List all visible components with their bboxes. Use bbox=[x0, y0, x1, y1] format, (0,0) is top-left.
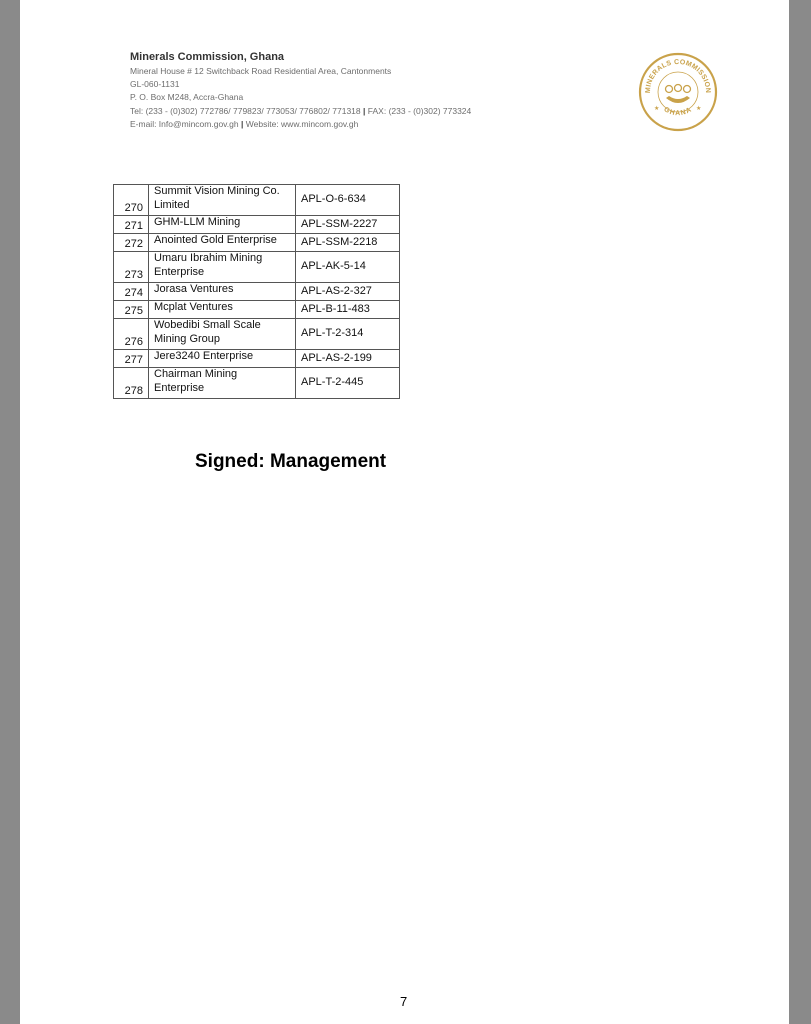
row-number: 276 bbox=[114, 319, 149, 350]
application-code: APL-AS-2-327 bbox=[296, 283, 400, 301]
row-number: 278 bbox=[114, 368, 149, 399]
table-row bbox=[114, 368, 400, 399]
company-name: Jere3240 Enterprise bbox=[149, 350, 296, 368]
row-number: 275 bbox=[114, 301, 149, 319]
svg-text:GHANA: GHANA bbox=[662, 106, 694, 118]
application-code: APL-SSM-2227 bbox=[296, 216, 400, 234]
svg-text:★: ★ bbox=[696, 105, 702, 112]
company-name: Wobedibi Small Scale Mining Group bbox=[149, 319, 296, 350]
company-name: Anointed Gold Enterprise bbox=[149, 234, 296, 252]
table-row bbox=[114, 319, 400, 350]
website-address: Website: www.mincom.gov.gh bbox=[245, 118, 359, 129]
page-number: 7 bbox=[400, 994, 408, 1009]
row-number: 270 bbox=[114, 185, 149, 216]
application-code: APL-B-11-483 bbox=[296, 301, 400, 319]
svg-text:★: ★ bbox=[654, 105, 660, 112]
svg-text:MINERALS COMMISSION: MINERALS COMMISSION bbox=[644, 58, 712, 94]
table-row bbox=[114, 252, 400, 283]
row-number: 277 bbox=[114, 350, 149, 368]
letterhead bbox=[130, 50, 471, 131]
address-line: GL-060-1131 bbox=[130, 79, 180, 90]
email-address: E-mail: Info@mincom.gov.gh bbox=[130, 118, 239, 129]
company-name: GHM-LLM Mining bbox=[149, 216, 296, 234]
application-code: APL-SSM-2218 bbox=[296, 234, 400, 252]
table-row bbox=[114, 301, 400, 319]
company-name: Jorasa Ventures bbox=[149, 283, 296, 301]
table-row bbox=[114, 350, 400, 368]
company-name: Mcplat Ventures bbox=[149, 301, 296, 319]
organization-name: Minerals Commission, Ghana bbox=[130, 51, 285, 63]
contact-phone-line bbox=[130, 105, 471, 118]
telephone-numbers: Tel: (233 - (0)302) 772786/ 779823/ 773053/ 776802/ 771318 bbox=[130, 105, 361, 116]
application-code: APL-T-2-314 bbox=[296, 319, 400, 350]
application-code: APL-T-2-445 bbox=[296, 368, 400, 399]
contact-web-line bbox=[130, 118, 471, 131]
row-number: 273 bbox=[114, 252, 149, 283]
application-code: APL-AK-5-14 bbox=[296, 252, 400, 283]
address-line: Mineral House # 12 Switchback Road Residential Area, Cantonments bbox=[130, 66, 392, 76]
company-name: Summit Vision Mining Co. Limited bbox=[149, 185, 296, 216]
separator: | bbox=[241, 118, 244, 129]
minerals-commission-seal-logo bbox=[638, 52, 718, 132]
document-page bbox=[20, 0, 789, 1024]
table-row bbox=[114, 216, 400, 234]
row-number: 274 bbox=[114, 283, 149, 301]
table-row bbox=[114, 234, 400, 252]
application-code: APL-O-6-634 bbox=[296, 185, 400, 216]
separator: | bbox=[363, 105, 366, 116]
address-line: P. O. Box M248, Accra-Ghana bbox=[130, 92, 244, 103]
table-row bbox=[114, 283, 400, 301]
row-number: 271 bbox=[114, 216, 149, 234]
company-name: Umaru Ibrahim Mining Enterprise bbox=[149, 252, 296, 283]
fax-number: FAX: (233 - (0)302) 773324 bbox=[367, 105, 472, 116]
row-number: 272 bbox=[114, 234, 149, 252]
table-row bbox=[114, 185, 400, 216]
mining-licence-table bbox=[113, 184, 400, 399]
signature-line: Signed: Management bbox=[195, 451, 387, 472]
company-name: Chairman Mining Enterprise bbox=[149, 368, 296, 399]
application-code: APL-AS-2-199 bbox=[296, 350, 400, 368]
